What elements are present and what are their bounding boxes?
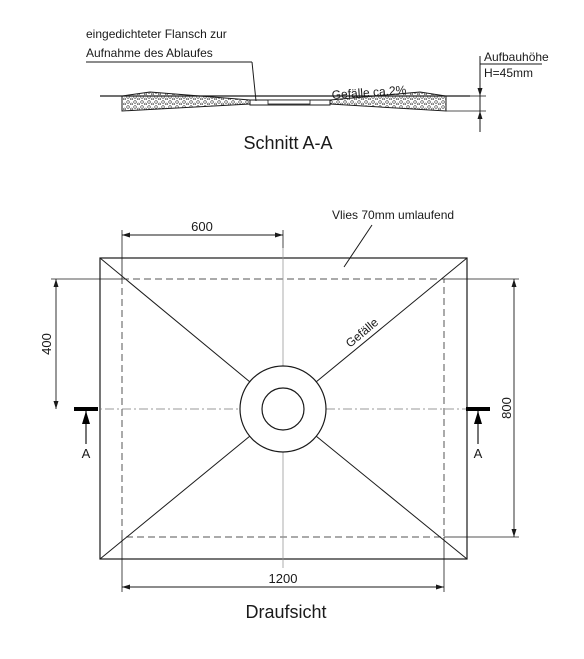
fleece-leader xyxy=(344,225,372,267)
plan-slope-label: Gefälle xyxy=(342,315,382,351)
dim-bottom-label: 1200 xyxy=(268,571,298,586)
fleece-label: Vlies 70mm umlaufend xyxy=(332,208,455,222)
plan-view xyxy=(39,208,519,622)
section-mark-right-label: A xyxy=(473,446,483,461)
section-mark-left-arrow xyxy=(82,411,90,424)
dim-left-arrow-bottom xyxy=(54,401,59,409)
dim-left-label: 400 xyxy=(39,333,54,355)
section-title: Schnitt A-A xyxy=(243,133,333,153)
dim-bottom-arrow-right xyxy=(436,585,444,590)
dim-bottom-arrow-left xyxy=(122,585,130,590)
section-slope-label: Gefälle ca.2% xyxy=(331,82,407,102)
dim-top-label: 600 xyxy=(191,219,213,234)
flange-label-line2: Aufnahme des Ablaufes xyxy=(86,46,213,60)
flange-label-line1: eingedichteter Flansch zur xyxy=(86,27,227,41)
dim-top-arrow-left xyxy=(122,233,130,238)
plan-title: Draufsicht xyxy=(245,602,327,622)
dim-left-arrow-top xyxy=(54,279,59,287)
height-label-line1: Aufbauhöhe xyxy=(484,50,549,64)
dim-right-arrow-bottom xyxy=(512,529,517,537)
slope-line-top-left xyxy=(100,258,250,382)
flange-leader xyxy=(252,62,256,101)
dim-right-arrow-top xyxy=(512,279,517,287)
section-mark-left-label: A xyxy=(81,446,91,461)
height-arrow-bottom xyxy=(478,111,483,119)
height-label-line2: H=45mm xyxy=(484,66,534,80)
section-mark-right-arrow xyxy=(474,411,482,424)
dim-top-arrow-right xyxy=(275,233,283,238)
section-view xyxy=(86,27,549,153)
height-arrow-top xyxy=(478,88,483,96)
drain-inner-ring xyxy=(262,388,304,430)
dim-right-label: 800 xyxy=(499,397,514,419)
section-drain-opening xyxy=(268,100,310,104)
